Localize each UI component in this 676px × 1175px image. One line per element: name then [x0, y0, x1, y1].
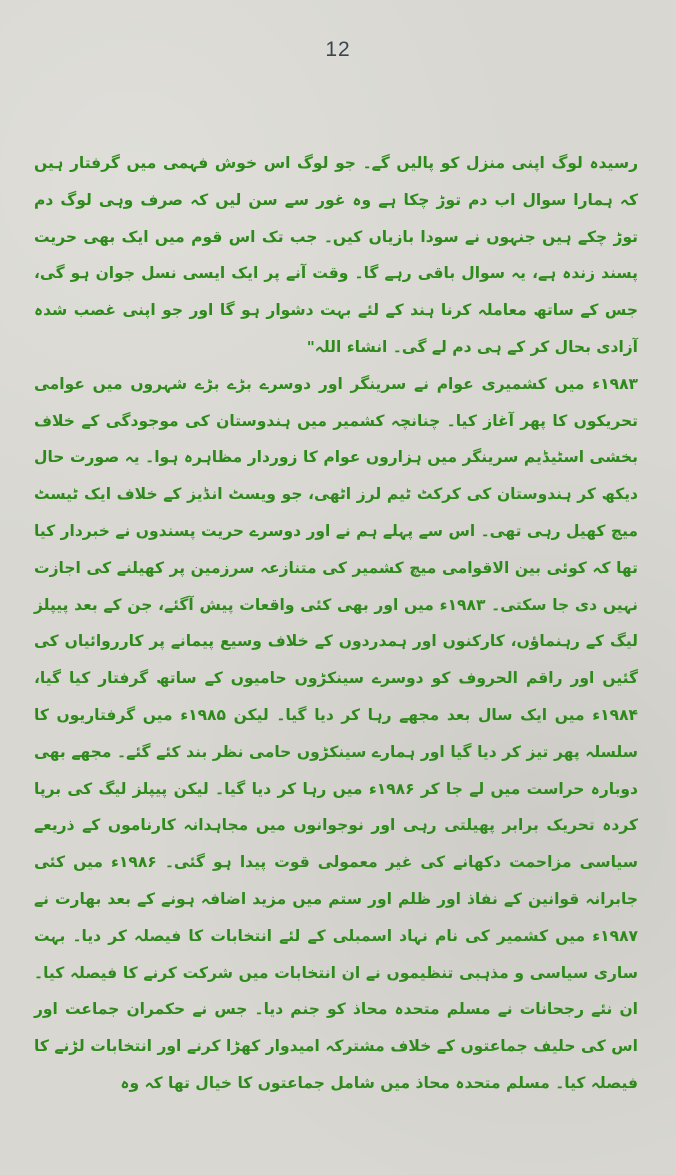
page-number: 12	[325, 38, 351, 61]
body-text	[34, 145, 638, 1102]
paragraph-1: رسیدہ لوگ اپنی منزل کو پالیں گے۔ جو لوگ اس خوش فہمی میں گرفتار ہیں کہ ہمارا سوال اب دم توڑ چکا ہے وہ غور سے سن لیں کہ صرف وہی لوگ دم توڑ چکے ہیں جنہوں نے سودا بازیاں کیں۔ جب تک اس قوم میں ایک بھی حریت پسند زندہ ہے، یہ سوال باقی رہے گا۔ وقت آنے پر ایک ایسی نسل جوان ہو گی، جس کے ساتھ معاملہ کرنا ہند کے لئے بہت دشوار ہو گا اور جو اپنی غصب شدہ آزادی بحال کر کے ہی دم لے گی۔ انشاء اللہ"	[34, 154, 638, 356]
paragraph-2: ۱۹۸۳ء میں کشمیری عوام نے سرینگر اور دوسرے بڑے بڑے شہروں میں عوامی تحریکوں کا پھر آغاز کیا۔ چنانچہ کشمیر میں ہندوستان کی موجودگی کے خلاف بخشی اسٹیڈیم سرینگر میں ہزاروں عوام کا زوردار مظاہرہ ہوا۔ یہ صورت حال دیکھ کر ہندوستان کی کرکٹ ٹیم لرز اٹھی، جو ویسٹ انڈیز کے خلاف ایک ٹیسٹ میچ کھیل رہی تھی۔ اس سے پہلے ہم نے اور دوسرے حریت پسندوں نے خبردار کیا تھا کہ کوئی بین الاقوامی میچ کشمیر کی متنازعہ سرزمین پر کھیلنے کی اجازت نہیں دی جا سکتی۔ ۱۹۸۳ء میں اور بھی کئی واقعات پیش آگئے، جن کے بعد پیپلز لیگ کے رہنماؤں، کارکنوں اور ہمدردوں کے خلاف وسیع پیمانے پر کارروائیاں کی گئیں اور راقم الحروف کو دوسرے سینکڑوں حامیوں کے ساتھ گرفتار کیا گیا، ۱۹۸۴ء میں ایک سال بعد مجھے رہا کر دیا گیا۔ لیکن ۱۹۸۵ء میں گرفتاریوں کا سلسلہ پھر تیز کر دیا گیا اور ہمارے سینکڑوں حامی نظر بند کئے گئے۔ مجھے بھی دوبارہ حراست میں لے جا کر ۱۹۸۶ء میں رہا کر دیا گیا۔ لیکن پیپلز لیگ کی برپا کردہ تحریک برابر پھیلتی رہی اور نوجوانوں میں مجاہدانہ کارناموں کے ذریعے سیاسی مزاحمت دکھانے کی غیر معمولی قوت پیدا ہو گئی۔ ۱۹۸۶ء میں کئی جابرانہ قوانین کے نفاذ اور ظلم اور ستم میں مزید اضافہ ہونے کے بعد بھارت نے ۱۹۸۷ء میں کشمیر کی نام نہاد اسمبلی کے لئے انتخابات کا فیصلہ کر دیا۔ بہت ساری سیاسی و مذہبی تنظیموں نے ان انتخابات میں شرکت کرنے کا فیصلہ کیا۔ ان نئے رجحانات نے مسلم متحدہ محاذ کو جنم دیا۔ جس نے حکمران جماعت اور اس کی حلیف جماعتوں کے خلاف مشترکہ امیدوار کھڑا کرنے اور انتخابات لڑنے کا فیصلہ کیا۔ مسلم متحدہ محاذ میں شامل جماعتوں کا خیال تھا کہ وہ	[34, 374, 639, 1092]
